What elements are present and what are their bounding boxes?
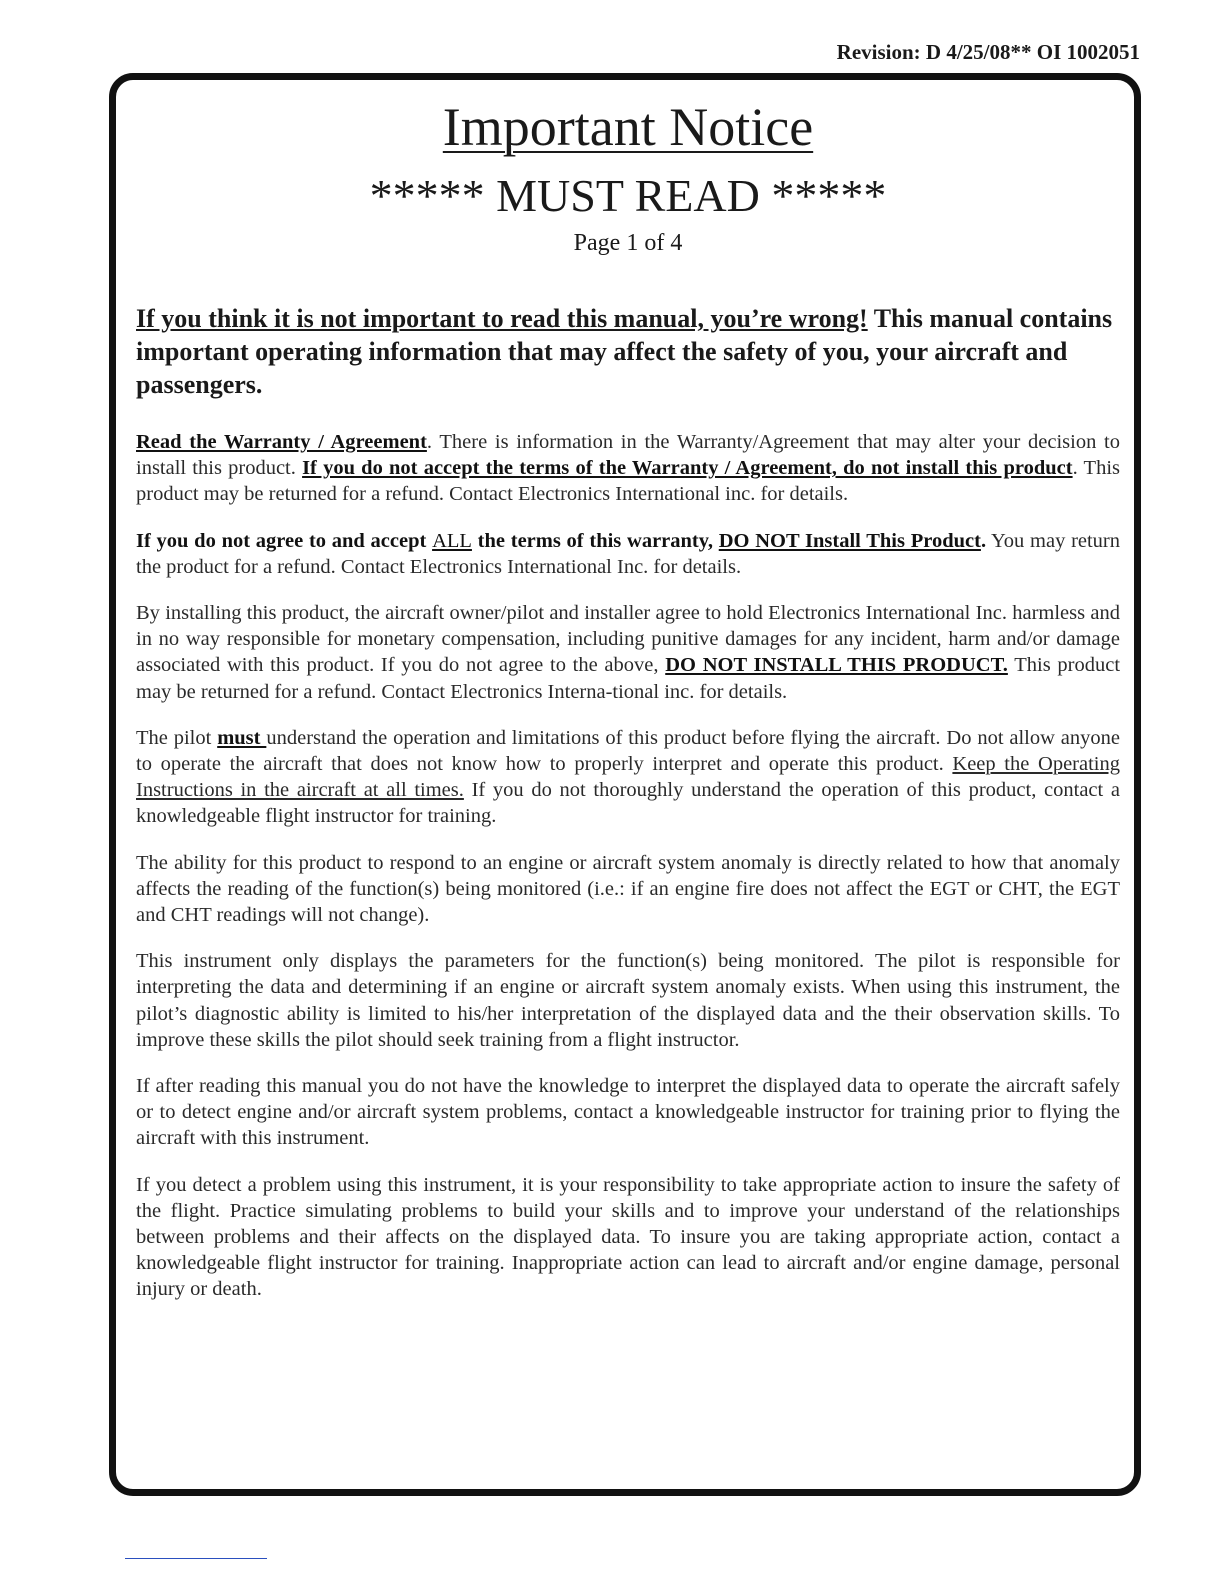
knowledge-paragraph: If after reading this manual you do not have the knowledge to interpret the displayed data to operate the aircraft safely or to detect engine and/or aircraft system problems, contact a knowledgeable instructor for training prior to flying the aircraft with this instrument.	[136, 1075, 1120, 1150]
lead-paragraph: If you think it is not important to read this manual, you’re wrong! This manual contains important operating information that may affect the safety of you, your aircraft and passengers.	[136, 304, 1113, 399]
notice-content	[136, 96, 1120, 1303]
footnote-rule	[125, 1558, 267, 1559]
must-read-heading: ***** MUST READ *****	[369, 170, 887, 221]
agreement-paragraph: If you do not agree to and accept ALL the terms of this warranty, DO NOT Install This Product. You may return the product for a refund. Contact Electronics International Inc. for details.	[136, 529, 1121, 578]
revision-label: Revision: D 4/25/08** OI 1002051	[836, 40, 1140, 64]
pilot-paragraph: The pilot must understand the operation and limitations of this product before flying the aircraft. Do not allow anyone to operate the aircraft that does not know how to properly interpret and operate this product. Keep the Operating Instructions in the aircraft at all times. If you do not thoroughly understand the operation of this product, contact a knowledgeable flight instructor for training.	[136, 726, 1120, 828]
parameters-paragraph: This instrument only displays the parameters for the function(s) being monitored. The pilot is responsible for interpreting the data and determining if an engine or aircraft system anomaly exists. When using this instrument, the pilot’s diagnostic ability is limited to his/her interpretation of the displayed data and the their observation skills. To improve these skills the pilot should seek training from a flight instructor.	[136, 950, 1120, 1051]
notice-title: Important Notice	[442, 97, 814, 157]
liability-paragraph: By installing this product, the aircraft owner/pilot and installer agree to hold Electronics International Inc. harmless and in no way responsible for monetary compensation, including punitive damages for any incident, harm and/or damage associated with this product. If you do not agree to the above, DO NOT INSTALL THIS PRODUCT. This product may be returned for a refund. Contact Electronics Interna-tional inc. for details.	[136, 602, 1121, 703]
problem-paragraph: If you detect a problem using this instrument, it is your responsibility to take appropriate action to insure the safety of the flight. Practice simulating problems to build your skills and to improve your understand of the relationships between problems and their affects on the displayed data. To insure you are taking appropriate action, contact a knowledgeable flight instructor for training. Inappropriate action can lead to aircraft and/or engine damage, personal injury or death.	[136, 1173, 1120, 1301]
anomaly-paragraph: The ability for this product to respond to an engine or aircraft system anomaly is directly related to how that anomaly affects the reading of the function(s) being monitored (i.e.: if an engine fire does not affect the EGT or CHT, the EGT and CHT readings will not change).	[136, 851, 1120, 927]
warranty-paragraph: Read the Warranty / Agreement. There is information in the Warranty/Agreement that may alter your decision to install this product. If you do not accept the terms of the Warranty / Agreement, do not install this product. This product may be returned for a refund. Contact Electronics International inc. for details.	[136, 431, 1120, 506]
page-number: Page 1 of 4	[573, 230, 683, 256]
